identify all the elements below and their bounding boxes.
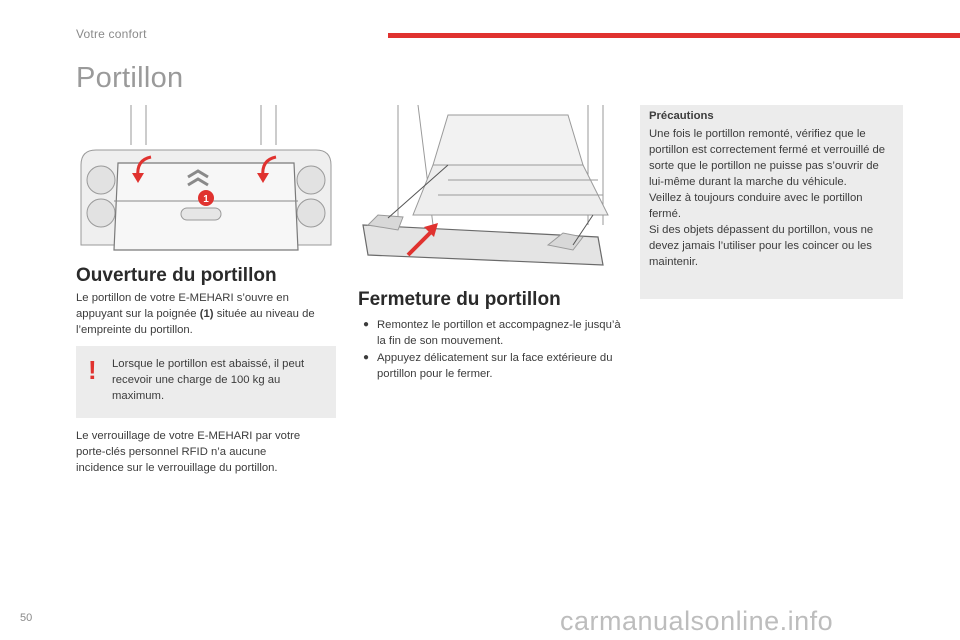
list-item (359, 317, 621, 349)
opening-heading: Ouverture du portillon (76, 265, 277, 286)
warning-text: Lorsque le portillon est abaissé, il peut recevoir une charge de 100 kg au maximum. (112, 358, 305, 402)
section-label: Votre confort (76, 27, 147, 41)
step-text: Appuyez délicatement sur la face extérieure du portillon pour le fermer. (377, 352, 613, 380)
rfid-note: Le verrouillage de votre E-MEHARI par votre porte-clés personnel RFID n’a aucune incidence sur le verrouillage du portillon. (76, 430, 301, 474)
figure-gate-closing (358, 105, 620, 281)
opening-text-before: Le portillon de votre E-MEHARI s’ouvre en appuyant sur la poignée (76, 292, 289, 320)
precautions-title: Précautions (649, 110, 714, 122)
precautions-text: Une fois le portillon remonté, vérifiez que le portillon est correctement fermé et verrouillé de sorte que le portillon ne puisse pas s’ouvrir de lui-même durant la marche du véhicule. Veillez à toujours conduire avec le portillon fermé. Si des objets dépassent du portillon, vous ne devez jamais l’utiliser pour les coincer ou les maintenir. (649, 128, 886, 268)
list-item (359, 350, 621, 382)
step-text: Remontez le portillon et accompagnez-le jusqu’à la fin de son mouvement. (377, 319, 621, 347)
bullet-icon: ● (363, 319, 370, 330)
page-title: Portillon (76, 62, 184, 94)
opening-paragraph (76, 290, 338, 338)
page-number: 50 (20, 612, 33, 624)
bullet-icon: ● (363, 352, 370, 363)
closing-heading: Fermeture du portillon (358, 289, 561, 310)
figure-badge: 1 (203, 194, 209, 205)
closing-steps (359, 317, 621, 383)
header-accent-bar (388, 33, 960, 38)
warning-exclamation-icon: ! (88, 355, 97, 385)
figure-gate-opening (76, 105, 336, 257)
opening-text-after: située au niveau de l’empreinte du portillon. (76, 308, 315, 336)
handle-ref: (1) (199, 308, 214, 320)
watermark: carmanualsonline.info (560, 606, 834, 636)
